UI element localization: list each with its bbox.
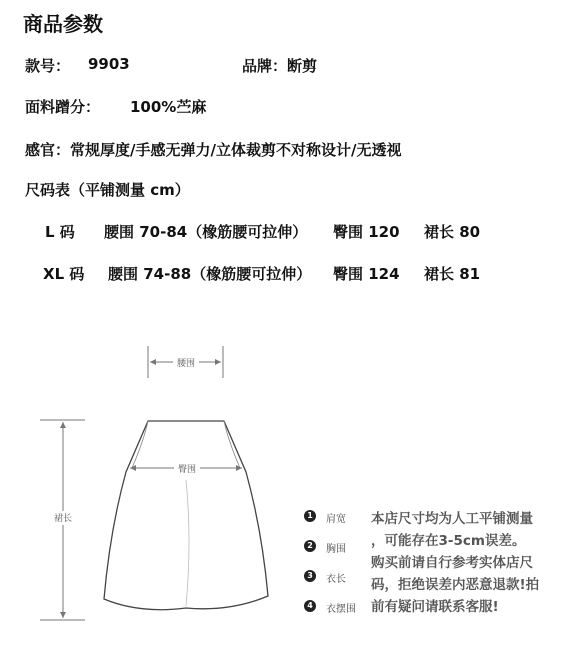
legend-label-4: 衣摆围: [326, 604, 356, 615]
waist-label: 腰围: [176, 359, 196, 369]
length-measure: [40, 420, 85, 620]
fabric-value: 100%苎麻: [130, 98, 207, 116]
size-l-label: L 码: [45, 223, 75, 241]
notice-line-3: 购买前请自行参考实体店尺: [371, 555, 533, 571]
brand-info: 品牌：断剪: [242, 57, 318, 75]
size-xl-label: XL 码: [43, 265, 85, 283]
feel-description: 感官：常规厚度/手感无弹力/立体裁剪不对称设计/无透视: [25, 141, 402, 159]
size-l-hip: 臀围 120: [333, 223, 400, 241]
measurement-notice: [371, 508, 571, 618]
legend-num-3: 3: [304, 570, 316, 582]
legend-label-1: 肩宽: [326, 514, 346, 525]
notice-line-2: ，可能存在3-5cm误差。: [371, 533, 526, 549]
size-xl-waist: 腰围 74-88（橡筋腰可拉伸）: [108, 265, 312, 283]
style-number-value: 9903: [88, 55, 130, 73]
legend-num-4: 4: [304, 600, 316, 612]
size-table-title: 尺码表（平铺测量 cm）: [25, 181, 190, 199]
size-l-waist: 腰围 70-84（橡筋腰可拉伸）: [104, 223, 308, 241]
skirt-outline: [104, 421, 268, 610]
notice-line-5: 前有疑问请联系客服!: [371, 599, 499, 615]
notice-line-4: 码，拒绝误差内恶意退款!拍: [371, 577, 540, 593]
legend-label-3: 衣长: [326, 574, 346, 585]
legend-num-1: 1: [304, 510, 316, 522]
size-xl-hip: 臀围 124: [333, 265, 400, 283]
legend-label-2: 胸围: [326, 544, 346, 555]
hip-label: 臀围: [177, 465, 197, 475]
hip-measure: [130, 462, 242, 475]
notice-line-1: 本店尺寸均为人工平铺测量: [371, 511, 533, 527]
size-xl-length: 裙长 81: [424, 265, 481, 283]
fabric-label: 面料蹭分：: [25, 98, 101, 116]
size-l-length: 裙长 80: [424, 223, 481, 241]
waist-measure: [148, 346, 223, 378]
length-label: 裙长: [53, 514, 73, 524]
page-title: 商品参数: [23, 12, 103, 36]
style-number-label: 款号：: [25, 57, 71, 75]
legend-num-2: 2: [304, 540, 316, 552]
